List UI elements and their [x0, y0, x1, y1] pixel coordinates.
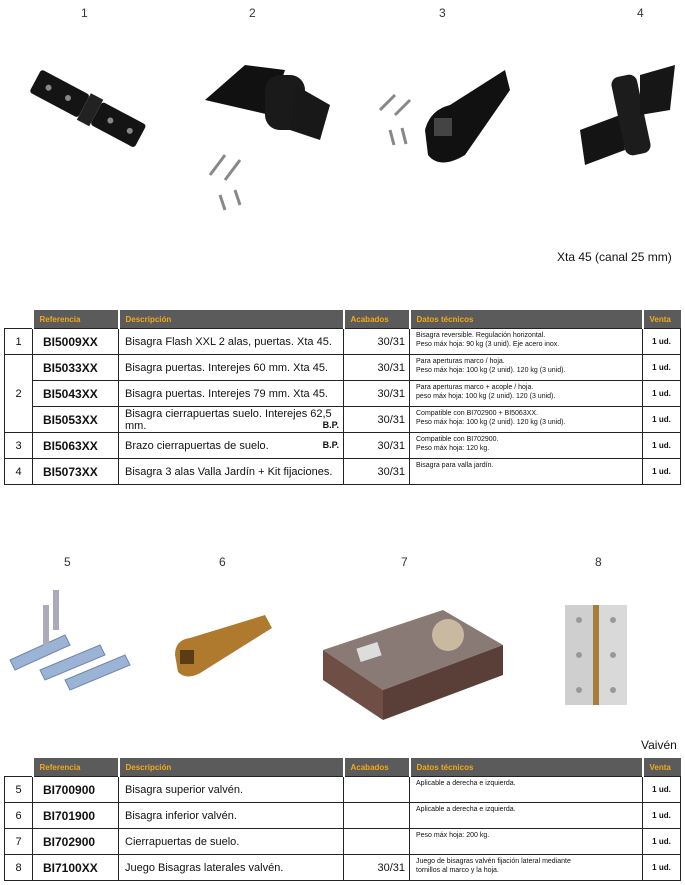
row-finish: [344, 829, 410, 855]
product-number-5: 5: [64, 555, 71, 569]
product-number-3: 3: [439, 6, 446, 20]
table-row: [5, 407, 681, 433]
header-technical: Datos técnicos: [410, 758, 643, 777]
lateral-hinge-set-image: [560, 600, 640, 710]
row-reference: BI7100XX: [33, 855, 119, 881]
product-number-2: 2: [249, 6, 256, 20]
product-number-8: 8: [595, 555, 602, 569]
table-row: [5, 855, 681, 881]
row-index: 4: [5, 459, 33, 485]
row-technical: Bisagra para valla jardín.: [410, 459, 643, 485]
section1-caption: Xta 45 (canal 25 mm): [557, 250, 672, 264]
bp-badge: B.P.: [322, 419, 339, 430]
row-qty: 1 ud.: [643, 329, 681, 355]
header-finish: Acabados: [344, 310, 410, 329]
row-reference: BI5033XX: [33, 355, 119, 381]
hinge-garden-fence-image: [570, 60, 680, 170]
header-sale: Venta: [643, 758, 681, 777]
row-reference: BI5063XX: [33, 433, 119, 459]
header-sale: Venta: [643, 310, 681, 329]
row-description: Bisagra puertas. Interejes 60 mm. Xta 45.: [119, 355, 344, 381]
row-reference: BI701900: [33, 803, 119, 829]
row-reference: BI702900: [33, 829, 119, 855]
row-reference: BI5043XX: [33, 381, 119, 407]
closer-arm-bronze-image: [170, 600, 280, 690]
row-technical: Compatible con BI702900 + BI5063XX. Peso máx hoja: 100 kg (2 unid). 120 kg (3 unid).: [410, 407, 643, 433]
row-description: Bisagra cierrapuertas suelo. Interejes 62,5 mm. B.P.: [119, 407, 344, 433]
row-technical: Aplicable a derecha e izquierda.: [410, 777, 643, 803]
row-reference: BI5009XX: [33, 329, 119, 355]
table-row: [5, 381, 681, 407]
row-technical: Aplicable a derecha e izquierda.: [410, 803, 643, 829]
row-description: Brazo cierrapuertas de suelo. B.P.: [119, 433, 344, 459]
hinge-door-image: [195, 55, 345, 215]
bp-badge: B.P.: [322, 439, 339, 450]
row-qty: 1 ud.: [643, 777, 681, 803]
table-header-row: [5, 758, 681, 777]
row-description: Bisagra inferior valvén.: [119, 803, 344, 829]
product-table-2: [4, 758, 681, 881]
row-qty: 1 ud.: [643, 803, 681, 829]
header-blank: [5, 758, 33, 777]
header-reference: Referencia: [33, 310, 119, 329]
header-reference: Referencia: [33, 758, 119, 777]
row-description: Bisagra 3 alas Valla Jardín + Kit fijaciones.: [119, 459, 344, 485]
row-technical: Compatible con BI702900. Peso máx hoja: 120 kg.: [410, 433, 643, 459]
row-qty: 1 ud.: [643, 407, 681, 433]
header-description: Descripción: [119, 758, 344, 777]
hinge-flash-image: [10, 60, 160, 170]
table-row: [5, 803, 681, 829]
row-finish: 30/31: [344, 855, 410, 881]
row-technical: Bisagra reversible. Regulación horizontal. Peso máx hoja: 90 kg (3 unid). Eje acero inox.: [410, 329, 643, 355]
row-finish: [344, 777, 410, 803]
row-finish: 30/31: [344, 329, 410, 355]
row-index: 8: [5, 855, 33, 881]
table-row: [5, 329, 681, 355]
row-finish: 30/31: [344, 407, 410, 433]
product-table-1: [4, 310, 681, 485]
row-finish: 30/31: [344, 433, 410, 459]
row-qty: 1 ud.: [643, 459, 681, 485]
row-reference: BI5073XX: [33, 459, 119, 485]
row-reference: BI5053XX: [33, 407, 119, 433]
row-description: Bisagra Flash XXL 2 alas, puertas. Xta 45.: [119, 329, 344, 355]
row-index: 1: [5, 329, 33, 355]
row-description: Juego Bisagras laterales valvén.: [119, 855, 344, 881]
row-technical: Para aperturas marco + acople / hoja. peso máx hoja: 100 kg (2 unid). 120 (3 unid).: [410, 381, 643, 407]
table-row: [5, 459, 681, 485]
row-index: 3: [5, 433, 33, 459]
product-number-6: 6: [219, 555, 226, 569]
row-qty: 1 ud.: [643, 855, 681, 881]
section2-caption: Vaivén: [641, 738, 677, 752]
header-blank: [5, 310, 33, 329]
row-index: 2: [5, 355, 33, 433]
row-description: Bisagra puertas. Interejes 79 mm. Xta 45.: [119, 381, 344, 407]
floor-closer-arm-image: [370, 60, 520, 180]
pivot-hinge-image: [5, 585, 135, 695]
row-reference: BI700900: [33, 777, 119, 803]
header-finish: Acabados: [344, 758, 410, 777]
table-row: [5, 829, 681, 855]
row-index: 6: [5, 803, 33, 829]
header-description: Descripción: [119, 310, 344, 329]
table-row: [5, 355, 681, 381]
product-number-1: 1: [81, 6, 88, 20]
row-finish: 30/31: [344, 355, 410, 381]
header-technical: Datos técnicos: [410, 310, 643, 329]
table-header-row: [5, 310, 681, 329]
row-finish: 30/31: [344, 381, 410, 407]
row-index: 7: [5, 829, 33, 855]
product-number-7: 7: [401, 555, 408, 569]
table-row: [5, 433, 681, 459]
floor-closer-image: [318, 595, 508, 725]
row-index: 5: [5, 777, 33, 803]
row-technical: Peso máx hoja: 200 kg.: [410, 829, 643, 855]
row-finish: 30/31: [344, 459, 410, 485]
row-qty: 1 ud.: [643, 381, 681, 407]
row-finish: [344, 803, 410, 829]
row-description: Cierrapuertas de suelo.: [119, 829, 344, 855]
row-description: Bisagra superior valvén.: [119, 777, 344, 803]
table-row: [5, 777, 681, 803]
row-qty: 1 ud.: [643, 433, 681, 459]
row-qty: 1 ud.: [643, 829, 681, 855]
product-number-4: 4: [637, 6, 644, 20]
row-technical: Para aperturas marco / hoja. Peso máx hoja: 100 kg (2 unid). 120 kg (3 unid).: [410, 355, 643, 381]
row-qty: 1 ud.: [643, 355, 681, 381]
row-technical: Juego de bisagras valvén fijación lateral mediante tornillos al marco y la hoja.: [410, 855, 643, 881]
